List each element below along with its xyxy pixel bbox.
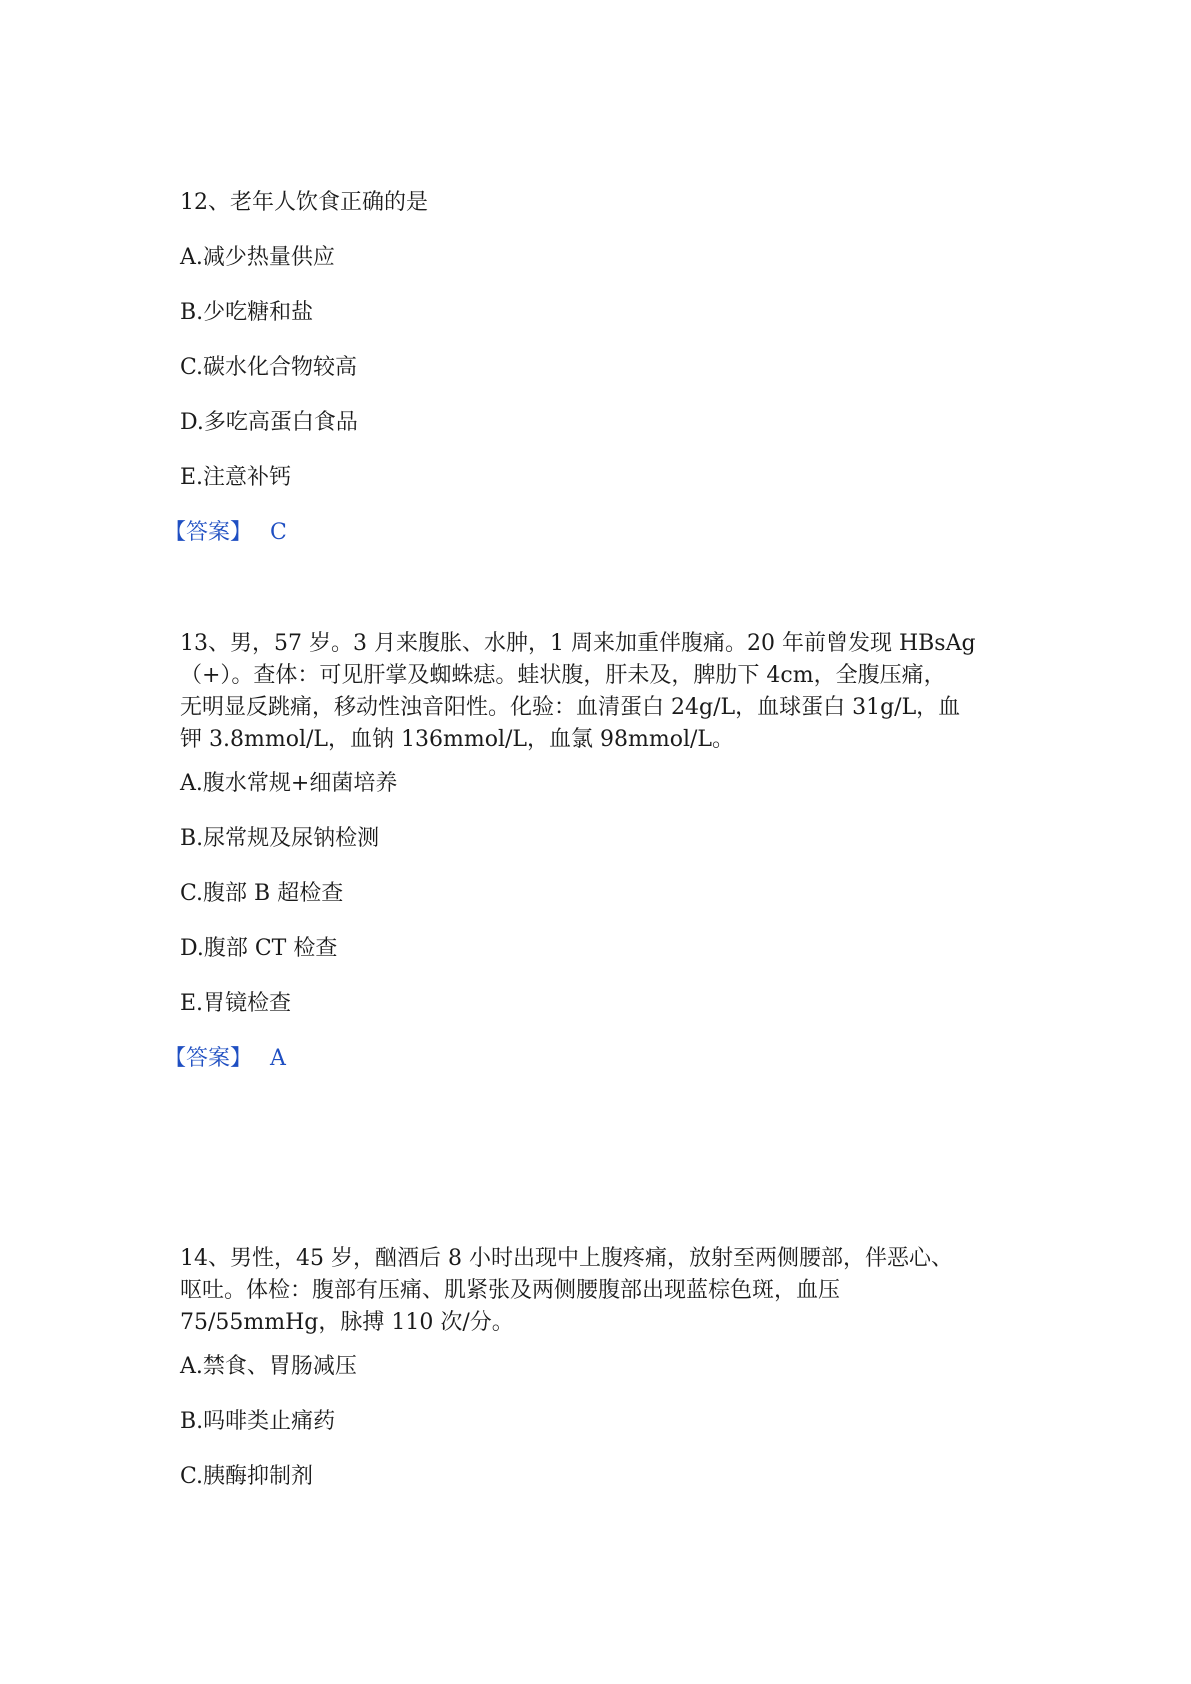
option-b: B.尿常规及尿钠检测 (180, 826, 380, 851)
option-c: C.碳水化合物较高 (180, 355, 358, 380)
answer-label: 【答案】 (164, 1046, 253, 1071)
option-e: E.胃镜检查 (180, 991, 292, 1016)
answer-line (164, 1043, 286, 1075)
answer-line (164, 517, 287, 549)
option-b: B.吗啡类止痛药 (180, 1409, 336, 1434)
question-stem-line: （+）。查体：可见肝掌及蜘蛛痣。蛙状腹，肝未及，脾肋下 4cm，全腹压痛， (180, 663, 946, 688)
question-stem-line: 呕吐。体检：腹部有压痛、肌紧张及两侧腰腹部出现蓝棕色斑，血压 (180, 1278, 841, 1303)
question-stem-line: 钾 3.8mmol/L，血钠 136mmol/L，血氯 98mmol/L。 (180, 727, 735, 752)
question-stem-line: 75/55mmHg，脉搏 110 次/分。 (180, 1310, 514, 1335)
answer-value: A (270, 1046, 286, 1071)
option-e: E.注意补钙 (180, 465, 292, 490)
option-d: D.多吃高蛋白食品 (180, 410, 358, 435)
answer-label: 【答案】 (164, 520, 253, 545)
option-a: A.腹水常规+细菌培养 (180, 771, 398, 796)
option-c: C.腹部 B 超检查 (180, 881, 344, 906)
option-a: A.减少热量供应 (180, 245, 335, 270)
option-a: A.禁食、胃肠减压 (180, 1354, 357, 1379)
question-stem-line: 无明显反跳痛，移动性浊音阳性。化验：血清蛋白 24g/L，血球蛋白 31g/L，血 (180, 695, 961, 720)
question-stem: 12、老年人饮食正确的是 (180, 190, 428, 215)
option-c: C.胰酶抑制剂 (180, 1464, 314, 1489)
question-14 (180, 1243, 1030, 1489)
option-b: B.少吃糖和盐 (180, 300, 314, 325)
question-12 (164, 187, 1030, 545)
question-stem-line: 13、男，57 岁。3 月来腹胀、水肿，1 周来加重伴腹痛。20 年前曾发现 HBsAg (180, 631, 976, 656)
question-13 (164, 628, 1030, 1071)
answer-value: C (270, 520, 287, 545)
option-d: D.腹部 CT 检查 (180, 936, 338, 961)
question-stem-line: 14、男性，45 岁，酗酒后 8 小时出现中上腹疼痛，放射至两侧腰部，伴恶心、 (180, 1246, 953, 1271)
